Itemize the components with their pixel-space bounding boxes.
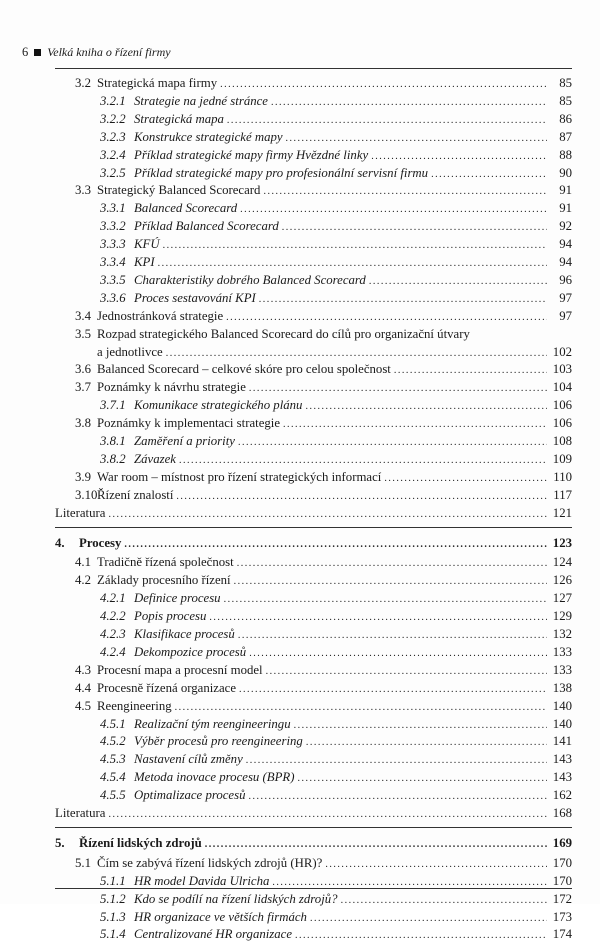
toc-entry	[55, 750, 572, 768]
toc-entry	[55, 697, 572, 715]
toc-entry-number: 4.5.2	[100, 734, 126, 749]
toc-entry	[55, 360, 572, 378]
toc-entry-title: Balanced Scorecard – celkové skóre pro celou společnost	[97, 362, 391, 377]
toc-entry-title: War room – místnost pro řízení strategických informací	[97, 469, 382, 484]
toc-entry-page: 85	[559, 76, 572, 90]
toc-entry-page: 88	[559, 147, 572, 162]
toc-entry	[55, 872, 572, 890]
toc-entry-title: Závazek	[134, 451, 176, 466]
toc-entry	[55, 110, 572, 128]
toc-entry	[55, 486, 572, 504]
toc-entry-number: 4.5.1	[100, 716, 126, 731]
toc-entry-page: 97	[559, 308, 572, 323]
toc-entry-title: Literatura	[55, 505, 106, 520]
toc-entry	[55, 396, 572, 414]
toc-entry-page: 127	[552, 591, 572, 606]
toc-entry-number: 3.2.3	[100, 129, 126, 144]
toc-entry: 4. Procesy ..... 123	[55, 534, 572, 552]
toc-entry-title: Řízení lidských zdrojů	[79, 835, 202, 850]
toc-entry-title: KFÚ	[134, 237, 160, 252]
toc-entry	[55, 715, 572, 733]
toc-entry	[55, 854, 572, 872]
toc-entry	[55, 625, 572, 643]
toc-entry-number: 5.1.2	[100, 891, 126, 906]
toc-entry	[55, 732, 572, 750]
toc-entry-number: 4.5.3	[100, 752, 126, 767]
toc-entry-page: 90	[559, 165, 572, 180]
toc-entry-page: 141	[552, 734, 572, 749]
toc-entry-number: 4.2.2	[100, 609, 126, 624]
toc-entry-number: 4.5.5	[100, 788, 126, 803]
toc-entry	[55, 804, 572, 822]
toc-entry-page: 94	[559, 255, 572, 269]
toc-entry-number: 3.6	[75, 362, 91, 377]
toc-entry-page: 94	[559, 237, 572, 252]
toc-entry-title: Rozpad strategického Balanced Scorecard do cílů pro organizační útvary	[97, 326, 470, 341]
toc-entry-title: Reengineering	[97, 698, 172, 713]
toc-entry-number: 4.2.3	[100, 627, 126, 641]
chapter-separator	[55, 527, 572, 528]
toc-entry-title: HR organizace ve větších firmách	[134, 909, 307, 924]
toc-entry-number: 3.3.6	[100, 290, 126, 305]
toc-entry-number: 3.8	[75, 416, 91, 431]
toc-entry-title: Zaměření a priority	[134, 434, 235, 448]
toc-entry	[55, 235, 572, 253]
toc-entry	[55, 786, 572, 804]
toc-entry-page: 133	[552, 662, 572, 677]
toc-entry	[55, 607, 572, 625]
toc-entry	[55, 325, 572, 343]
toc-entry-number: 3.8.1	[100, 434, 126, 448]
dot-leader	[108, 506, 547, 524]
toc-entry-page: 91	[559, 183, 572, 198]
toc-entry-page: 143	[552, 770, 572, 785]
toc-entry-number: 4.5	[75, 698, 91, 713]
toc-entry	[55, 289, 572, 307]
header-rule	[55, 68, 572, 69]
toc-entry-number: 5.1.1	[100, 873, 126, 888]
toc-entry-number: 3.5	[75, 326, 91, 341]
toc-entry-number: 3.2.5	[100, 165, 126, 180]
toc-entry	[55, 768, 572, 786]
toc-entry-title: Příklad strategické mapy firmy Hvězdné linky	[134, 147, 369, 162]
toc-entry-number: 3.2	[75, 76, 91, 90]
toc-entry	[55, 414, 572, 432]
toc-entry-number: 3.3	[75, 183, 91, 198]
toc-entry	[55, 890, 572, 908]
toc-entry	[55, 74, 572, 92]
toc-entry	[55, 643, 572, 661]
toc-entry-page: 110	[553, 469, 572, 484]
toc-entry-number: 5.1.4	[100, 927, 126, 942]
toc-entry-title: Strategický Balanced Scorecard	[97, 183, 261, 198]
dot-leader	[108, 806, 547, 824]
toc-entry	[55, 571, 572, 589]
toc-entry-title: Strategická mapa	[134, 111, 224, 126]
toc-entry	[55, 589, 572, 607]
toc-entry-page: 129	[552, 609, 572, 624]
toc-entry-page: 108	[552, 434, 572, 448]
toc-entry	[55, 307, 572, 325]
toc-entry-number: 3.8.2	[100, 451, 126, 466]
toc-entry-page: 87	[559, 129, 572, 144]
toc-entry-number: 4.2.1	[100, 591, 126, 606]
toc-entry	[55, 343, 572, 361]
toc-entry-page: 102	[552, 344, 572, 359]
toc-entry-title: Komunikace strategického plánu	[134, 398, 303, 413]
toc-entry-page: 169	[552, 835, 572, 850]
toc-entry-number: 3.3.5	[100, 272, 126, 287]
toc-entry-page: 124	[552, 555, 572, 570]
toc-entry-number: 3.2.2	[100, 111, 126, 126]
toc-entry	[55, 679, 572, 697]
toc-entry-title: Strategická mapa firmy	[97, 76, 218, 90]
toc-entry-page: 162	[552, 788, 572, 803]
toc-entry	[55, 217, 572, 235]
toc-entry-title: Výběr procesů pro reengineering	[134, 734, 303, 749]
toc-entry-page: 103	[552, 362, 572, 377]
toc-entry-number: 4.4	[75, 680, 91, 695]
toc-entry	[55, 378, 572, 396]
toc-entry-number: 4.2.4	[100, 644, 126, 659]
toc-entry-page: 143	[552, 752, 572, 767]
toc-entry-title: a jednotlivce	[97, 344, 163, 359]
toc-entry-title: Konstrukce strategické mapy	[134, 129, 283, 144]
toc-entry-number: 3.3.1	[100, 201, 126, 216]
toc-entry-title: KPI	[134, 255, 155, 269]
toc-entry-number: 3.2.4	[100, 147, 126, 162]
toc-entry-title: Strategie na jedné stránce	[134, 93, 268, 108]
toc-entry	[55, 504, 572, 522]
toc-entry	[55, 468, 572, 486]
toc-entry-title: Příklad Balanced Scorecard	[134, 219, 279, 234]
toc-entry-title: Příklad strategické mapy pro profesionální servisní firmu	[134, 165, 429, 180]
toc-entry-page: 170	[552, 873, 572, 888]
dot-leader	[295, 927, 547, 945]
toc-entry-number: 3.4	[75, 308, 91, 323]
toc-entry-title: Literatura	[55, 806, 106, 820]
toc-entry-page: 104	[552, 380, 572, 395]
toc-entry-page: 117	[553, 487, 572, 502]
toc-entry-number: 4.1	[75, 555, 91, 570]
toc-entry-title: Čím se zabývá řízení lidských zdrojů (HR)?	[97, 855, 323, 870]
toc-entry-title: Metoda inovace procesu (BPR)	[134, 770, 295, 785]
toc-entry-page: 106	[552, 416, 572, 431]
toc-entry-title: Řízení znalostí	[97, 487, 174, 502]
toc-entry-page: 85	[559, 93, 572, 108]
chapter-separator	[55, 827, 572, 828]
toc-entry-title: Jednostránková strategie	[97, 308, 224, 323]
toc-entry-title: HR model Davida Ulricha	[134, 873, 270, 888]
toc-entry-title: Nastavení cílů změny	[134, 752, 243, 767]
toc-entry	[55, 553, 572, 571]
toc-entry	[55, 199, 572, 217]
toc-entry	[55, 146, 572, 164]
toc-entry-number: 3.10	[75, 487, 98, 502]
toc-entry	[55, 181, 572, 199]
toc-entry-title: Realizační tým reengineeringu	[134, 716, 291, 731]
toc-entry-page: 91	[559, 201, 572, 216]
toc-entry-page: 92	[559, 219, 572, 234]
toc-entry-page: 123	[552, 535, 572, 550]
toc-entry-title: Charakteristiky dobrého Balanced Scorecard	[134, 272, 366, 287]
toc-entry-title: Popis procesu	[134, 609, 207, 624]
footer-rule	[55, 888, 572, 889]
toc-entry-page: 140	[552, 698, 572, 713]
toc-entry-page: 109	[552, 451, 572, 466]
toc-entry-title: Poznámky k návrhu strategie	[97, 380, 246, 395]
toc-entry-title: Balanced Scorecard	[134, 201, 238, 216]
toc-entry-page: 173	[552, 909, 572, 924]
toc-entry-title: Poznámky k implementaci strategie	[97, 416, 281, 431]
toc-entry-page: 140	[552, 716, 572, 731]
toc-entry-number: 3.2.1	[100, 93, 126, 108]
toc-entry-title: Tradičně řízená společnost	[97, 555, 234, 570]
toc-entry-number: 3.3.4	[100, 255, 126, 269]
toc-entry	[55, 253, 572, 271]
toc-entry-number: 5.1	[75, 855, 91, 870]
toc-entry	[55, 164, 572, 182]
toc-entry-title: Klasifikace procesů	[134, 627, 235, 641]
toc-entry	[55, 908, 572, 926]
toc-entry	[55, 661, 572, 679]
toc-entry-page: 132	[552, 627, 572, 641]
toc-entry-number: 4.2	[75, 573, 91, 588]
toc-entry-title: Optimalizace procesů	[134, 788, 246, 803]
toc-entry-page: 86	[559, 111, 572, 126]
toc-entry-page: 97	[559, 290, 572, 305]
toc-entry-number: 3.9	[75, 469, 91, 484]
toc-entry-number: 5.1.3	[100, 909, 126, 924]
toc-entry-title: Dekompozice procesů	[134, 644, 247, 659]
toc-entry-title: Proces sestavování KPI	[134, 290, 256, 305]
toc-entry-number: 3.3.3	[100, 237, 126, 252]
toc-entry-number: 3.3.2	[100, 219, 126, 234]
toc-entry	[55, 92, 572, 110]
toc-entry-page: 106	[552, 398, 572, 413]
running-header	[22, 43, 171, 61]
toc-entry-title: Procesní mapa a procesní model	[97, 662, 263, 677]
toc-entry	[55, 432, 572, 450]
dot-leader	[124, 536, 547, 554]
toc-entry-number: 4.5.4	[100, 770, 126, 785]
toc-entry-page: 168	[552, 806, 572, 820]
toc-entry	[55, 450, 572, 468]
toc-entry	[55, 271, 572, 289]
toc-entry: 5. Řízení lidských zdrojů ..... 169	[55, 834, 572, 852]
toc-entry-page: 172	[552, 891, 572, 906]
toc-entry	[55, 128, 572, 146]
toc-entry-title: Definice procesu	[134, 591, 221, 606]
toc-entry-page: 170	[552, 855, 572, 870]
toc-entry-number: 3.7.1	[100, 398, 126, 413]
toc-entry-title: Procesně řízená organizace	[97, 680, 237, 695]
toc-entry-title: Procesy	[79, 535, 122, 550]
toc-entry	[55, 925, 572, 943]
toc-entry-page: 138	[552, 680, 572, 695]
dot-leader	[205, 836, 547, 854]
toc-entry-title: Základy procesního řízení	[97, 573, 231, 588]
book-title: Velká kniha o řízení firmy	[47, 44, 171, 59]
toc-entry-page: 174	[552, 927, 572, 942]
toc-entry-page: 133	[552, 644, 572, 659]
toc-entry-number: 4.3	[75, 662, 91, 677]
toc-entry-number: 3.7	[75, 380, 91, 395]
toc-entry-page: 126	[552, 573, 572, 588]
toc-entry-page: 121	[552, 505, 572, 520]
page-number: 6	[22, 44, 29, 59]
toc-entry-page: 96	[559, 272, 572, 287]
square-bullet-icon	[34, 49, 41, 56]
toc-entry-title: Centralizované HR organizace	[134, 927, 293, 942]
toc-entry-title: Kdo se podílí na řízení lidských zdrojů?	[134, 891, 338, 906]
